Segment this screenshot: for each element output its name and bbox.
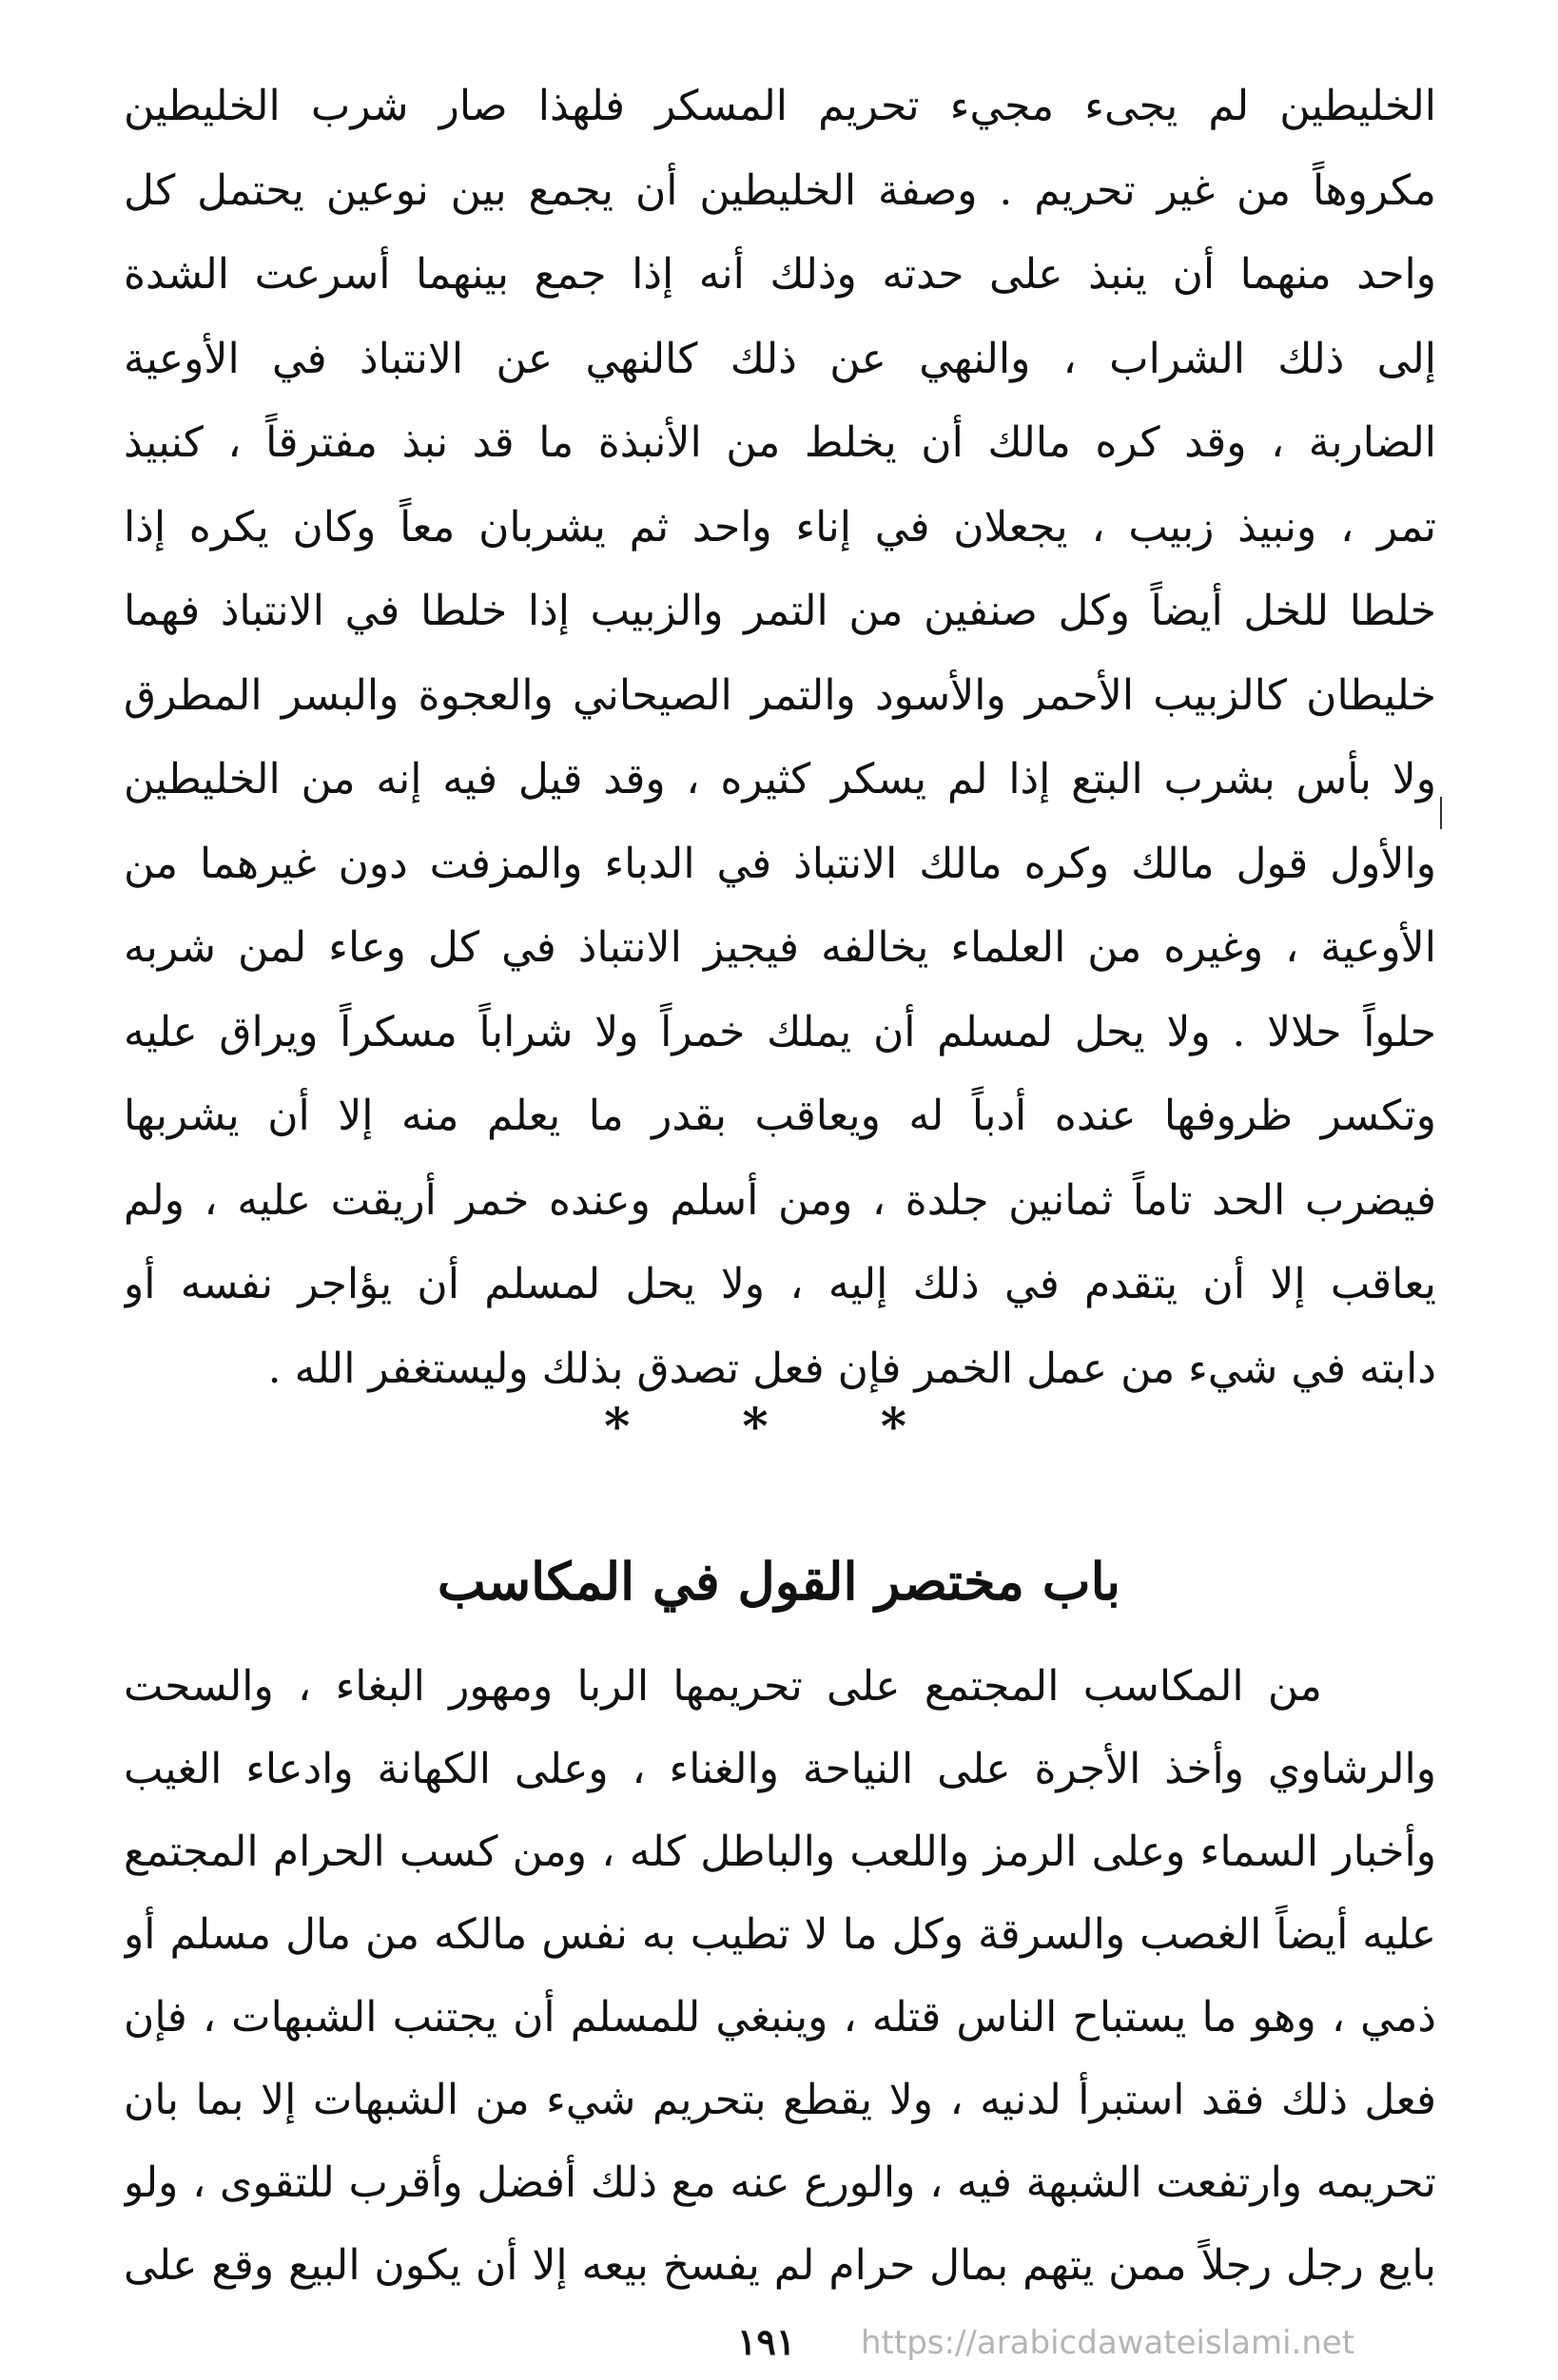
text-line: خليطان كالزبيب الأحمر والأسود والتمر الصيحاني والعجوة والبسر المطرق — [124, 670, 1436, 720]
page-footer — [0, 2320, 1558, 2368]
text-line: الضاربة ، وقد كره مالك أن يخلط من الأنبذة ما قد نبذ مفترقاً ، كنبيذ — [124, 418, 1436, 467]
source-watermark: https://arabicdawateislami.net — [861, 2324, 1355, 2362]
text-line: واحد منهما أن ينبذ على حدته وذلك أنه إذا جمع بينهما أسرعت الشدة — [124, 250, 1436, 299]
text-line: من المكاسب المجتمع على تحريمها الربا ومهور البغاء ، والسحت — [124, 1662, 1322, 1711]
text-line: تمر ، ونبيذ زبيب ، يجعلان في إناء واحد ثم يشربان معاً وكان يكره إذا — [124, 502, 1436, 551]
text-line: حلواً حلالا . ولا يحل لمسلم أن يملك خمراً ولا شراباً مسكراً ويراق عليه — [124, 1007, 1436, 1056]
text-line: مكروهاً من غير تحريم . وصفة الخليطين أن يجمع بين نوعين يحتمل كل — [124, 165, 1436, 215]
text-line: عليه أيضاً الغصب والسرقة وكل ما لا تطيب به نفس مالكه من مال مسلم أو — [124, 1910, 1436, 1959]
text-line: الأوعية ، وغيره من العلماء يخالفه فيجيز الانتباذ في كل وعاء لمن شربه — [124, 923, 1436, 972]
chapter-heading: باب مختصر القول في المكاسب — [437, 1551, 1121, 1613]
text-line: خلطا للخل أيضاً وكل صنفين من التمر والزبيب إذا خلطا في الانتباذ فهما — [124, 587, 1436, 635]
paragraph-khalitain — [124, 65, 1436, 1411]
page-number: ١٩١ — [737, 2320, 796, 2363]
text-line: فيضرب الحد تاماً ثمانين جلدة ، ومن أسلم وعنده خمر أريقت عليه ، ولم — [124, 1175, 1436, 1225]
text-line: ذمي ، وهو ما يستباح الناس قتله ، وينبغي للمسلم أن يجتنب الشبهات ، فإن — [124, 1993, 1436, 2041]
text-line: والأول قول مالك وكره مالك الانتباذ في الدباء والمزفت دون غيرهما من — [124, 839, 1436, 888]
text-line: ولا بأس بشرب البتع إذا لم يسكر كثيره ، وقد قيل فيه إنه من الخليطين — [124, 755, 1436, 803]
text-line: يعاقب إلا أن يتقدم في ذلك إليه ، ولا يحل لمسلم أن يؤاجر نفسه أو — [124, 1260, 1436, 1308]
text-line: تحريمه وارتفعت الشبهة فيه ، والورع عنه مع ذلك أفضل وأقرب للتقوى ، ولو — [124, 2158, 1436, 2207]
paragraph-makasib — [124, 1645, 1436, 2307]
margin-mark — [1440, 797, 1442, 829]
text-line: فعل ذلك فقد استبرأ لدنيه ، ولا يقطع بتحريم شيء من الشبهات إلا بما بان — [124, 2076, 1436, 2124]
text-line: إلى ذلك الشراب ، والنهي عن ذلك كالنهي عن الانتباذ في الأوعية — [124, 334, 1436, 383]
section-separator: * * * — [604, 1398, 954, 1456]
text-line: والرشاوي وأخذ الأجرة على النياحة والغناء ، وعلى الكهانة وادعاء الغيب — [124, 1745, 1436, 1793]
text-line: وتكسر ظروفها عنده أدباً له ويعاقب بقدر ما يعلم منه إلا أن يشربها — [124, 1092, 1436, 1140]
text-line: دابته في شيء من عمل الخمر فإن فعل تصدق بذلك وليستغفر الله . — [267, 1344, 1436, 1393]
text-line: وأخبار السماء وعلى الرمز واللعب والباطل كله ، ومن كسب الحرام المجتمع — [124, 1828, 1436, 1876]
text-line: الخليطين لم يجىء مجيء تحريم المسكر فلهذا صار شرب الخليطين — [124, 82, 1436, 130]
text-line: بايع رجل رجلاً ممن يتهم بمال حرام لم يفسخ بيعه إلا أن يكون البيع وقع على — [124, 2241, 1436, 2290]
